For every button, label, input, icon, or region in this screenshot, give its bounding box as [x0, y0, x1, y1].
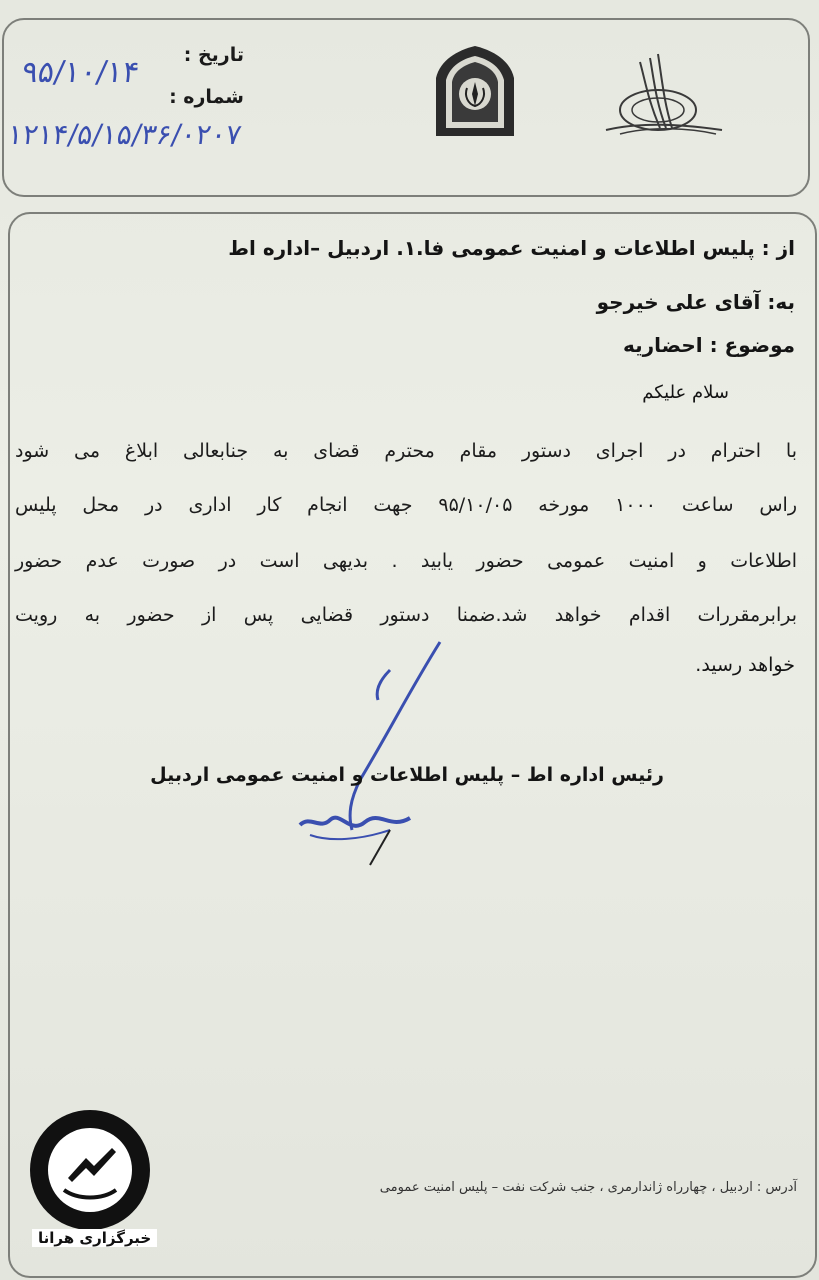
body-line-2: راس ساعت ۱۰۰۰ مورخه ۹۵/۱۰/۰۵ جهت انجام کار اداری در محل پلیس [15, 494, 797, 516]
from-line: از : پلیس اطلاعات و امنیت عمومی فا.۱. اردبیل –اداره اط [228, 236, 795, 260]
subject-line: موضوع : احضاریه [622, 333, 795, 357]
hrana-caption: خبرگزاری هرانا [32, 1229, 157, 1247]
body-line-4: برابرمقررات اقدام خواهد شد.ضمنا دستور قضایی پس از حضور به رویت [15, 604, 797, 626]
to-line: به: آقای علی خیرجو [596, 290, 795, 314]
handwritten-number: ۱۲۱۴/۵/۱۵/۳۶/۰۲۰۷ [5, 118, 244, 151]
signature-icon [270, 630, 470, 880]
calligraphy-emblem-icon [600, 50, 726, 140]
signatory-title: رئیس اداره اط – پلیس اطلاعات و امنیت عمومی اردبیل [150, 764, 664, 786]
body-line-1: با احترام در اجرای دستور مقام محترم قضای به جنابعالی ابلاغ می شود [15, 440, 797, 462]
hrana-logo-icon [28, 1108, 152, 1232]
greeting: سلام علیکم [642, 382, 729, 403]
number-label: شماره : [169, 86, 244, 108]
body-line-3: اطلاعات و امنیت عمومی حضور یابید . بدیهی است در صورت عدم حضور [15, 550, 797, 572]
handwritten-date: ۹۵/۱۰/۱۴ [19, 55, 142, 90]
date-label: تاریخ : [183, 44, 244, 66]
closing-line: خواهد رسید. [695, 654, 795, 676]
police-emblem-icon [432, 44, 518, 142]
footer-address: آدرس : اردبیل ، چهارراه ژاندارمری ، جنب شرکت نفت – پلیس امنیت عمومی [379, 1180, 797, 1195]
